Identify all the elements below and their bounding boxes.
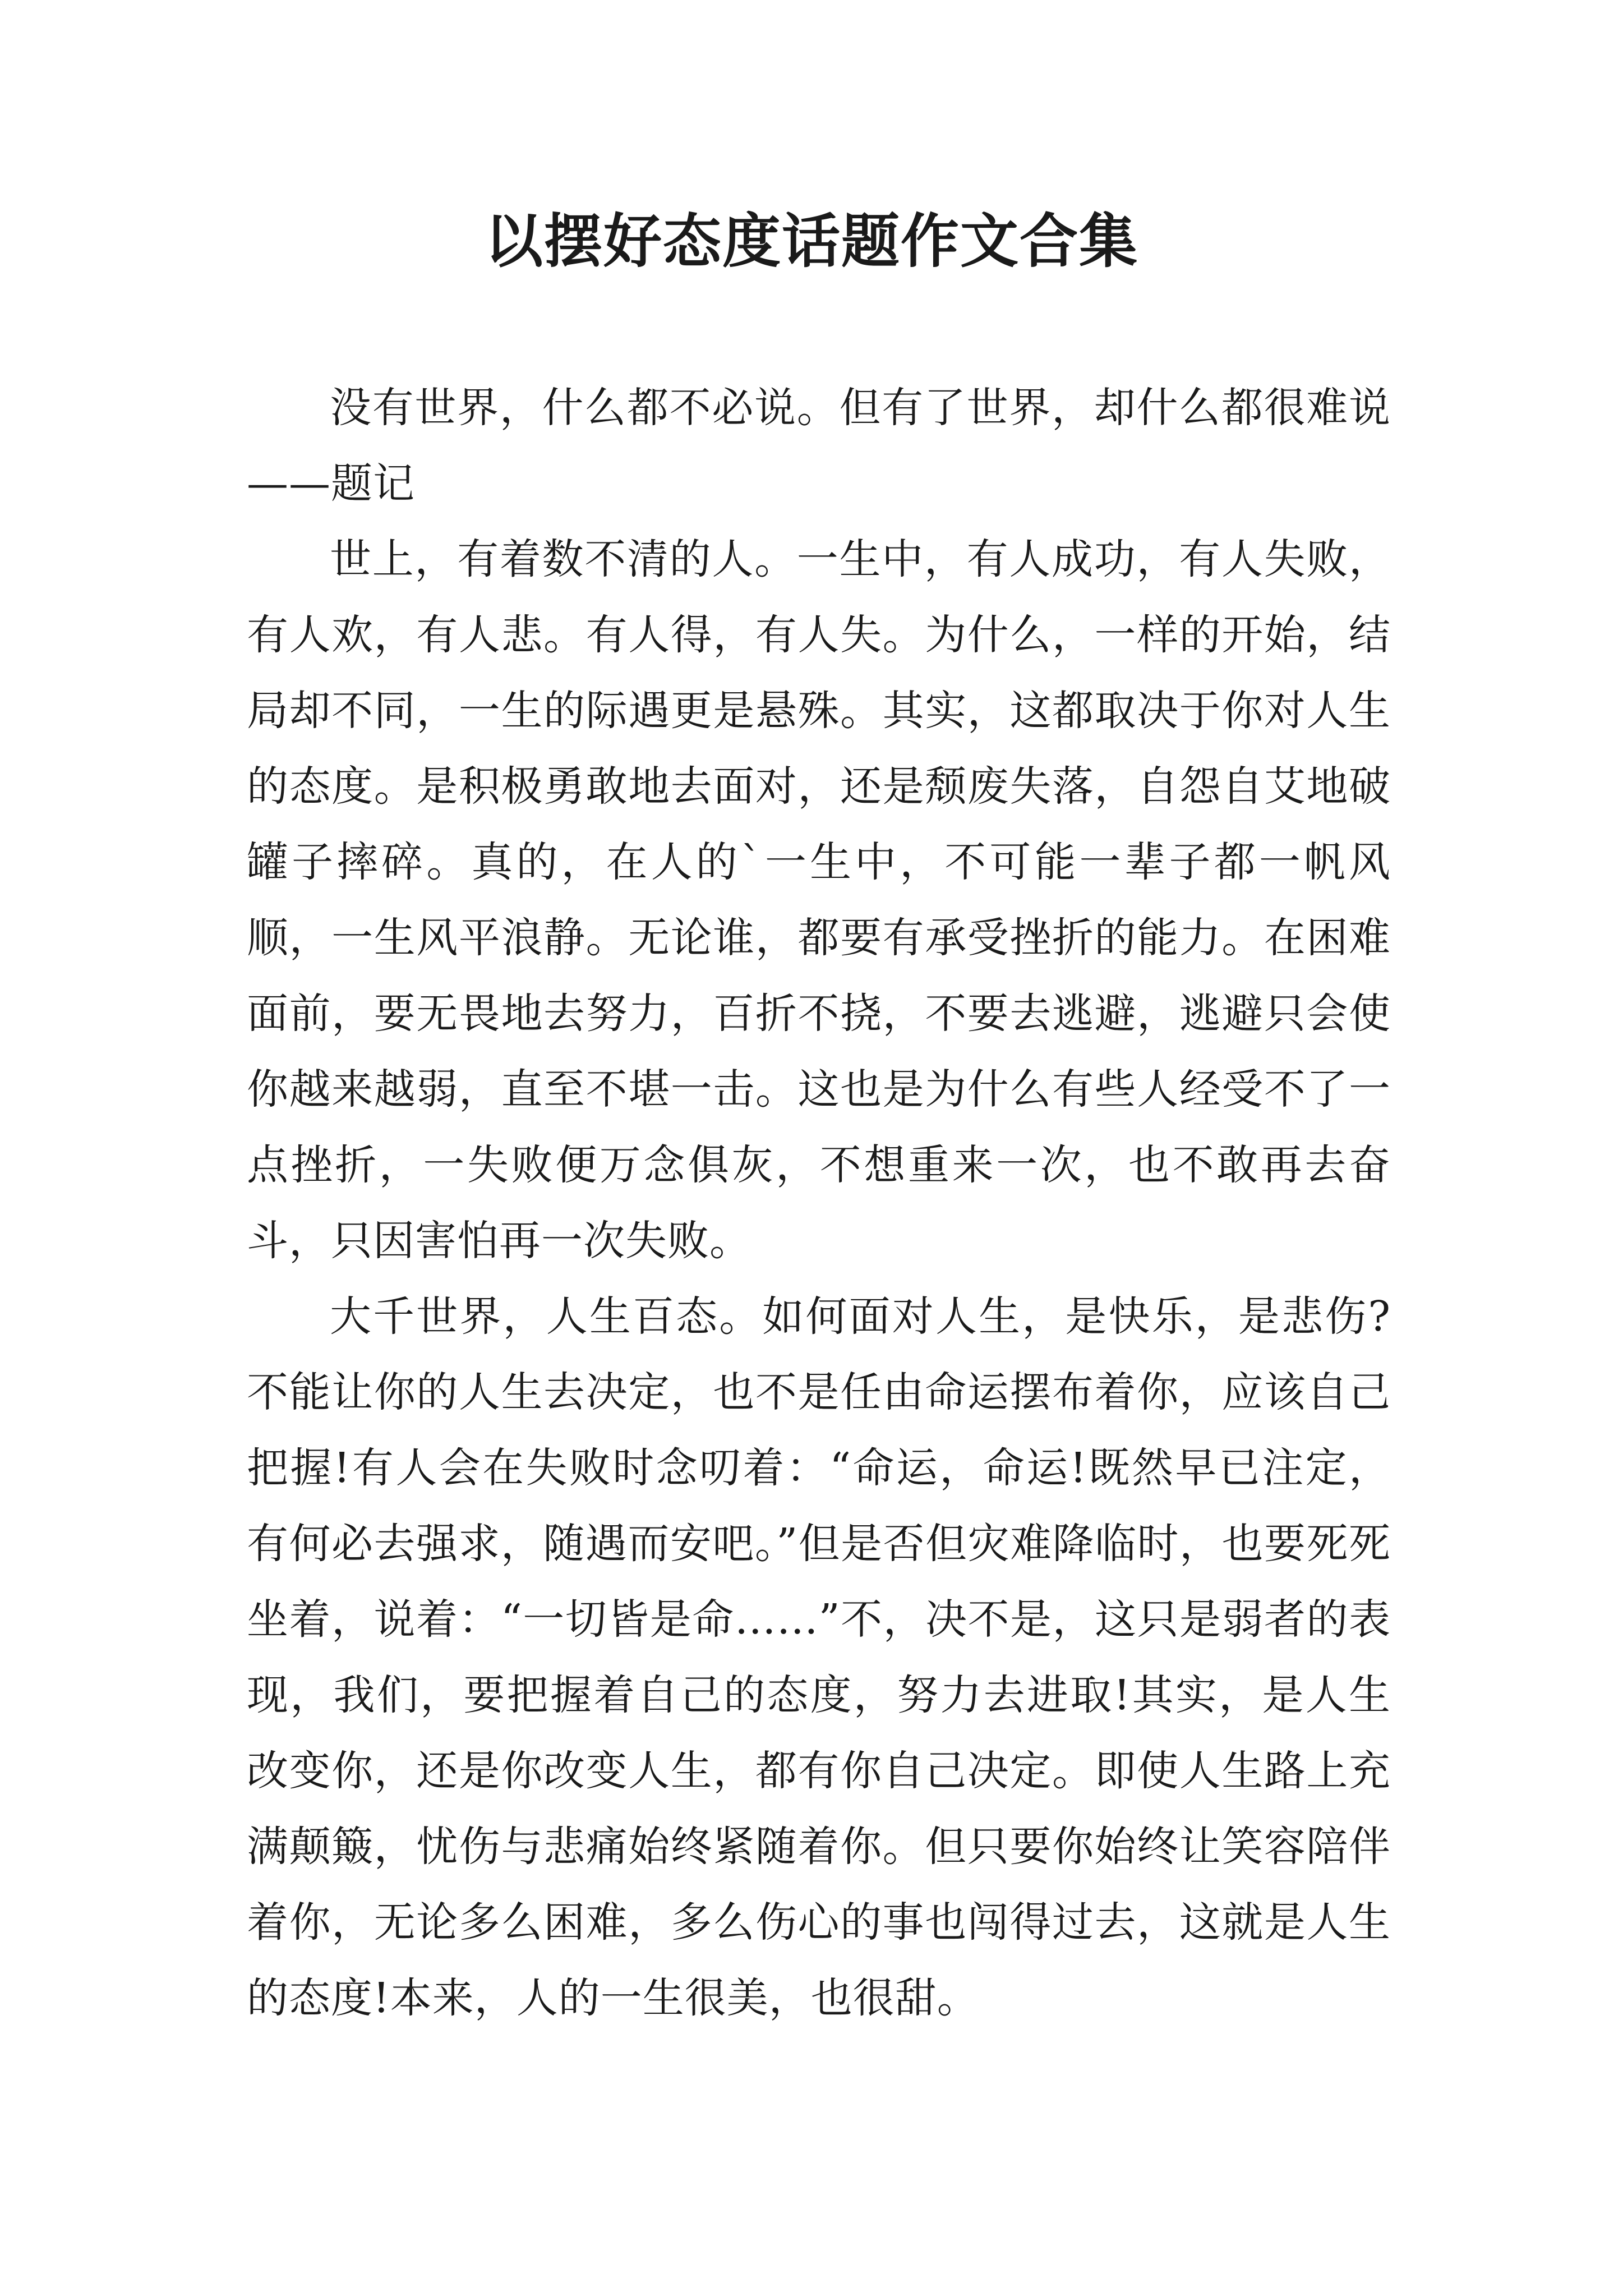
paragraph-2: 世上，有着数不清的人。一生中，有人成功，有人失败，有人欢，有人悲。有人得，有人失。为什么，一样的开始，结局却不同，一生的际遇更是悬殊。其实，这都取决于你对人生的态度。是积极勇敢地去面对，还是颓废失落，自怨自艾地破罐子摔碎。真的，在人的`一生中，不可能一辈子都一帆风顺，一生风平浪静。无论谁，都要有承受挫折的能力。在困难面前，要无畏地去努力，百折不挠，不要去逃避，逃避只会使你越来越弱，直至不堪一击。这也是为什么有些人经受不了一点挫折，一失败便万念俱灰，不想重来一次，也不敢再去奋斗，只因害怕再一次失败。: [247, 535, 1391, 1265]
document-body: [247, 370, 1391, 2036]
page-title: 以摆好态度话题作文合集: [484, 206, 1138, 275]
paragraph-3: 大千世界，人生百态。如何面对人生，是快乐，是悲伤?不能让你的人生去决定，也不是任由命运摆布着你，应该自己把握!有人会在失败时念叨着：“命运，命运!既然早已注定，有何必去强求，随遇而安吧。”但是否但灾难降临时，也要死死坐着，说着：“一切皆是命……”不，决不是，这只是弱者的表现，我们，要把握着自己的态度，努力去进取!其实，是人生改变你，还是你改变人生，都有你自己决定。即使人生路上充满颠簸，忧伤与悲痛始终紧随着你。但只要你始终让笑容陪伴着你，无论多么困难，多么伤心的事也闯得过去，这就是人生的态度!本来，人的一生很美，也很甜。: [247, 1292, 1391, 2022]
paragraph-epigraph: 没有世界，什么都不必说。但有了世界，却什么都很难说——题记: [247, 384, 1391, 508]
